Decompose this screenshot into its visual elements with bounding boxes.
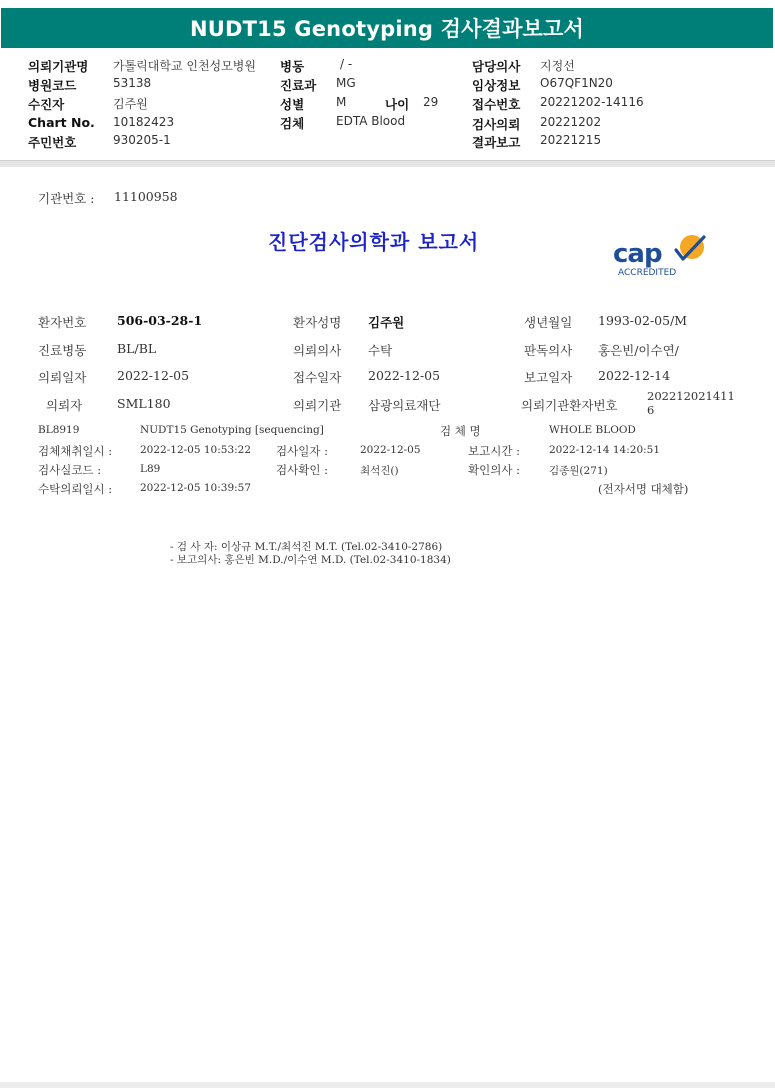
ward-value: / - <box>340 57 353 71</box>
resident-no-label: 주민번호 <box>28 135 77 150</box>
ward-label-2: 진료병동 <box>38 343 87 358</box>
req-doctor-value: 수탁 <box>368 343 393 358</box>
patient-no-value: 506-03-28-1 <box>117 313 203 328</box>
request-date-value: 20221202 <box>540 115 602 129</box>
supervisor-label: 판독의사 <box>524 343 573 358</box>
examinee-value: 김주원 <box>113 97 148 111</box>
ward-label: 병동 <box>280 59 305 74</box>
report-header-title: NUDT15 Genotyping 검사결과보고서 <box>1 8 773 48</box>
sex-value: M <box>336 95 347 109</box>
birth-label: 생년월일 <box>524 315 573 330</box>
test-date-value: 2022-12-05 <box>360 444 421 456</box>
physician-value: 지정선 <box>540 59 575 73</box>
test-specimen-value: WHOLE BLOOD <box>549 424 636 436</box>
chart-no-label: Chart No. <box>28 115 95 130</box>
resident-no-value: 930205-1 <box>113 133 171 147</box>
req-date-label: 의뢰일자 <box>38 370 87 385</box>
hospital-code-label: 병원코드 <box>28 78 77 93</box>
hospital-code-value: 53138 <box>113 76 152 90</box>
confirm-doctor-label: 확인의사 : <box>468 463 520 477</box>
institution-no-value: 11100958 <box>114 189 178 204</box>
specimen-value: EDTA Blood <box>336 114 406 128</box>
receipt-no-value: 20221202-14116 <box>540 95 644 109</box>
req-hospital-label: 의뢰기관명 <box>28 59 89 74</box>
physician-label: 담당의사 <box>472 59 521 74</box>
report-date-value: 2022-12-14 <box>598 368 671 383</box>
test-specimen-label: 검 체 명 <box>440 424 481 438</box>
request-date-label: 검사의뢰 <box>472 117 521 132</box>
result-date-value: 20221215 <box>540 133 602 147</box>
report-date-label: 보고일자 <box>524 370 573 385</box>
cap-accredited-logo <box>612 233 712 281</box>
receipt-no-label: 접수번호 <box>472 97 521 112</box>
result-date-label: 결과보고 <box>472 135 521 150</box>
clinical-info-label: 임상정보 <box>472 78 521 93</box>
req-inst-patient-no-label: 의뢰기관환자번호 <box>521 398 618 413</box>
req-inst-patient-no-value-line2: 6 <box>647 403 655 417</box>
lab-code-label: 검사실코드 : <box>38 463 102 477</box>
test-date-label: 검사일자 : <box>276 444 328 458</box>
outsourced-value: 2022-12-05 10:39:57 <box>140 482 252 494</box>
confirm-value: 최석진() <box>360 465 399 477</box>
report-title: 진단검사의학과 보고서 <box>268 230 480 254</box>
req-inst-label: 의뢰기관 <box>293 398 342 413</box>
patient-name-label: 환자성명 <box>293 315 342 330</box>
esign-note: (전자서명 대체함) <box>598 482 689 496</box>
receipt-date-label: 접수일자 <box>293 370 342 385</box>
patient-name-value: 김주원 <box>368 315 405 330</box>
lab-code-value: L89 <box>140 463 161 475</box>
req-date-value: 2022-12-05 <box>117 368 190 383</box>
outsourced-label: 수탁의뢰일시 : <box>38 482 113 496</box>
dept-value: MG <box>336 76 356 90</box>
specimen-label: 검체 <box>280 116 305 131</box>
examinee-label: 수진자 <box>28 97 65 112</box>
req-inst-value: 삼광의료재단 <box>368 398 441 413</box>
dept-label: 진료과 <box>280 78 317 93</box>
clinical-info-value: O67QF1N20 <box>540 76 613 90</box>
patient-no-label: 환자번호 <box>38 315 87 330</box>
confirm-doctor-value: 김종원(271) <box>549 465 608 477</box>
receipt-date-value: 2022-12-05 <box>368 368 441 383</box>
cap-wordmark: cap <box>613 239 662 269</box>
reporter-line: - 보고의사: 홍은빈 M.D./이수연 M.D. (Tel.02-3410-1834) <box>170 554 451 566</box>
birth-value: 1993-02-05/M <box>598 313 688 328</box>
req-inst-patient-no-value-line1: 202212021411 <box>647 389 735 403</box>
institution-no-label: 기관번호 : <box>38 191 95 206</box>
report-time-value: 2022-12-14 14:20:51 <box>549 444 661 456</box>
requester-value: SML180 <box>117 396 171 411</box>
report-time-label: 보고시간 : <box>468 444 520 458</box>
collect-label: 검체채취일시 : <box>38 444 113 458</box>
ward-value-2: BL/BL <box>117 341 157 356</box>
req-hospital-value: 가톨릭대학교 인천성모병원 <box>113 59 256 73</box>
age-label: 나이 <box>385 97 410 112</box>
supervisor-value: 홍은빈/이수연/ <box>598 343 679 358</box>
sex-label: 성별 <box>280 97 305 112</box>
examiner-line: - 검 사 자: 이상규 M.T./최석진 M.T. (Tel.02-3410-2786) <box>170 541 443 553</box>
requester-label: 의뢰자 <box>46 398 83 413</box>
confirm-label: 검사확인 : <box>276 463 328 477</box>
collect-value: 2022-12-05 10:53:22 <box>140 444 252 456</box>
header-divider <box>0 160 775 167</box>
test-name: NUDT15 Genotyping [sequencing] <box>140 424 324 436</box>
bottom-bar <box>0 1082 775 1088</box>
age-value: 29 <box>423 95 439 109</box>
req-doctor-label: 의뢰의사 <box>293 343 342 358</box>
chart-no-value: 10182423 <box>113 115 175 129</box>
test-code: BL8919 <box>38 424 80 436</box>
cap-accredited-text: ACCREDITED <box>618 268 677 278</box>
